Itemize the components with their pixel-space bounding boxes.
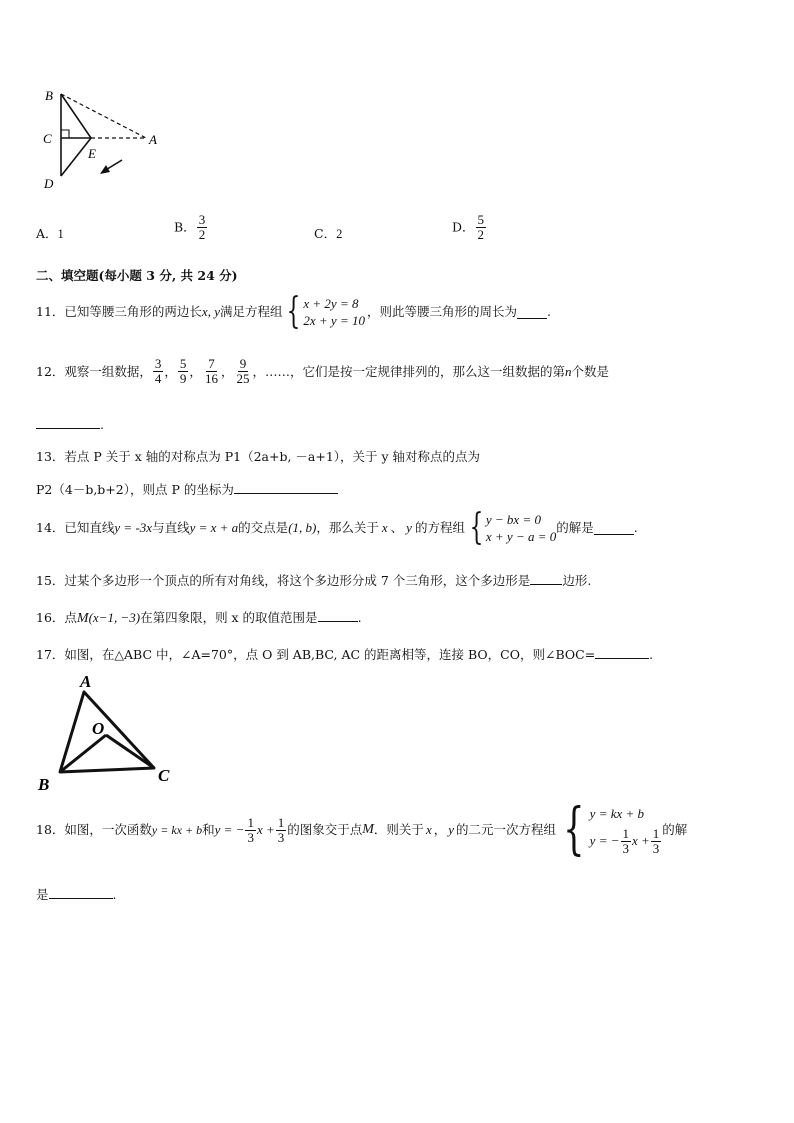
- choice-c-label: C．: [314, 226, 337, 241]
- q18-and: 和: [202, 822, 215, 837]
- q12-n: n: [564, 363, 572, 379]
- q12-fraction-2: $\frac{5}{9}$: [179, 356, 187, 386]
- q12-answer-blank[interactable]: [36, 416, 100, 429]
- q14-line2: y = x + a: [189, 520, 239, 535]
- q11-prefix: 11．已知等腰三角形的两边长: [36, 304, 202, 319]
- question-11: [36, 291, 551, 332]
- label-o: O: [92, 719, 105, 738]
- q11-mid: 满足方程组: [219, 304, 283, 319]
- label-b: B: [38, 775, 50, 794]
- q11-eq1: x + 2y = 8: [303, 296, 359, 311]
- q17-end: .: [649, 647, 654, 662]
- choice-d[interactable]: [452, 213, 487, 242]
- q18-mid3: 的二元一次方程组: [456, 822, 557, 837]
- q12-tail: 个数是: [571, 363, 609, 379]
- question-17: [36, 646, 653, 663]
- question-14: [36, 507, 638, 548]
- q13-line2-wrap: [36, 481, 338, 498]
- q18-post: 的解: [662, 822, 688, 837]
- q18-eq2-fraction-2: $\frac{1}{3}$: [652, 825, 660, 856]
- choice-c-value: 2: [336, 227, 343, 241]
- q14-point: (1, b): [288, 520, 317, 535]
- figure-triangle-abc: [34, 668, 184, 796]
- q14-mid4: 的方程组: [414, 520, 465, 535]
- q14-mid3: ，那么关于: [316, 520, 379, 535]
- q11-end: .: [547, 304, 551, 319]
- q18-mid2: ．则关于: [373, 822, 424, 837]
- q18-m: M: [362, 822, 374, 837]
- q14-eq2: x + y − a = 0: [485, 529, 557, 544]
- label-b: B: [45, 88, 53, 103]
- label-d: D: [44, 176, 54, 191]
- q17-text: 17．如图，在△ABC 中，∠A=70°，点 O 到 AB,BC, AC 的距离相等，连接 BO，CO，则∠BOC=: [36, 647, 596, 662]
- q18-fraction-1: $\frac{1}{3}$: [247, 814, 254, 845]
- choice-c[interactable]: [314, 226, 342, 242]
- right-angle-mark: [61, 130, 69, 138]
- q18-prefix: 18．如图，一次函数: [36, 822, 152, 837]
- q12-answer-line: [36, 416, 104, 433]
- figure-triangle-top: [36, 84, 171, 194]
- q11-post: ，则此等腰三角形的周长为: [366, 304, 517, 319]
- q18-fraction-2: $\frac{1}{3}$: [277, 814, 285, 845]
- q14-line1: y = -3x: [114, 520, 153, 535]
- q16-post: 在第四象限，则 x 的取值范围是: [140, 610, 318, 625]
- q18-mid: 的图象交于点: [287, 822, 363, 837]
- q13-answer-blank[interactable]: [234, 481, 338, 494]
- segment-be: [61, 94, 91, 138]
- q12-post: ，……，它们是按一定规律排列的，那么这一组数据的第: [252, 363, 565, 379]
- q18-x: x: [425, 822, 432, 837]
- q14-end: .: [633, 520, 638, 535]
- q14-mid2: 的交点是: [238, 520, 289, 535]
- q18-comma: ，: [433, 822, 447, 837]
- q11-vars: x, y: [201, 304, 220, 319]
- choice-d-fraction: $\frac{5}{2}$: [477, 212, 485, 242]
- q18-eq2: y = − $\frac{1}{3}$ x + $\frac{1}{3}$: [589, 825, 660, 856]
- q11-eq2: 2x + y = 10: [303, 313, 365, 328]
- q16-prefix: 16．点: [36, 610, 77, 625]
- q16-m: M: [76, 611, 89, 626]
- q14-equation-system: { y − bx = 0 x + y − a = 0: [469, 507, 557, 548]
- q14-eq1: y − bx = 0: [485, 512, 541, 527]
- q18-function-1: y = kx + b: [151, 823, 203, 837]
- q12-fraction-1: $\frac{3}{4}$: [154, 356, 162, 386]
- q11-equation-system: { x + 2y = 8 2x + y = 10: [287, 291, 365, 332]
- q11-answer-blank[interactable]: [517, 306, 547, 319]
- choice-b[interactable]: [174, 213, 208, 242]
- label-c: C: [158, 766, 170, 785]
- q18-eq2-fraction-1: $\frac{1}{3}$: [622, 825, 629, 856]
- q12-end: .: [100, 417, 104, 432]
- q18-end: .: [112, 887, 117, 902]
- q15-end: 边形.: [562, 573, 592, 588]
- segment-ba-dashed: [61, 94, 146, 138]
- q18-line2: [36, 886, 117, 903]
- q14-prefix: 14．已知直线: [36, 520, 115, 535]
- q13-line1: 13．若点 P 关于 x 轴的对称点为 P1（2a+b, －a+1），关于 y 轴对称点的点为: [36, 449, 481, 464]
- q16-answer-blank[interactable]: [318, 609, 358, 622]
- choice-b-fraction: $\frac{3}{2}$: [198, 212, 206, 242]
- q17-answer-blank[interactable]: [595, 646, 649, 659]
- choice-a[interactable]: [36, 226, 64, 242]
- q16-coords: (x−1, −3): [88, 610, 141, 625]
- q14-sep: 、: [390, 520, 404, 535]
- arrow-head-icon: [100, 165, 110, 174]
- q18-function-2b: x +: [256, 822, 275, 837]
- q12-fraction-3: $\frac{7}{16}$: [204, 356, 218, 386]
- q15-text: 15．过某个多边形一个顶点的所有对角线，将这个多边形分成 7 个三角形，这个多边形是: [36, 573, 531, 588]
- q18-function-2a: y = −: [214, 822, 245, 837]
- question-12: 12．观察一组数据， $\frac{3}{4}$ ， $\frac{5}{9}$ ， $\frac{7}{16}$ ， $\frac{9}{25}$ ，……，它们是按一定规律排列的，那么这一组数据的第 n 个数是: [36, 356, 609, 386]
- question-15: [36, 572, 591, 589]
- q16-end: .: [357, 610, 362, 625]
- label-a: A: [149, 132, 157, 147]
- label-e: E: [88, 146, 96, 161]
- label-a: A: [80, 672, 92, 691]
- choice-d-label: D．: [452, 219, 475, 235]
- q15-answer-blank[interactable]: [530, 572, 562, 585]
- q14-mid1: 与直线: [152, 520, 190, 535]
- label-c: C: [43, 131, 52, 146]
- question-16: [36, 609, 362, 627]
- choice-b-label: B．: [174, 219, 196, 235]
- question-18: [36, 797, 688, 862]
- q18-line2-text: 是: [36, 887, 49, 902]
- q18-eq1: y = kx + b: [589, 805, 645, 821]
- choice-a-value: 1: [57, 227, 64, 241]
- choice-a-label: A．: [36, 226, 58, 241]
- q14-answer-blank[interactable]: [594, 522, 634, 535]
- q14-y: y: [406, 520, 412, 535]
- segment-ed: [61, 138, 91, 176]
- q13-line2: P2（4－b,b+2），则点 P 的坐标为: [36, 482, 234, 497]
- q12-prefix: 12．观察一组数据，: [36, 363, 152, 379]
- q18-y: y: [448, 822, 455, 837]
- q18-equation-system: { y = kx + b y = − $\frac{1}{3}$ x + $\frac{1}{3}$: [556, 802, 662, 858]
- q14-post: 的解是: [556, 520, 594, 535]
- q14-x: x: [381, 520, 388, 535]
- q12-fraction-4: $\frac{9}{25}$: [236, 356, 250, 386]
- section-heading: 二、填空题(每小题 3 分, 共 24 分): [36, 268, 238, 283]
- q18-answer-blank[interactable]: [49, 886, 113, 899]
